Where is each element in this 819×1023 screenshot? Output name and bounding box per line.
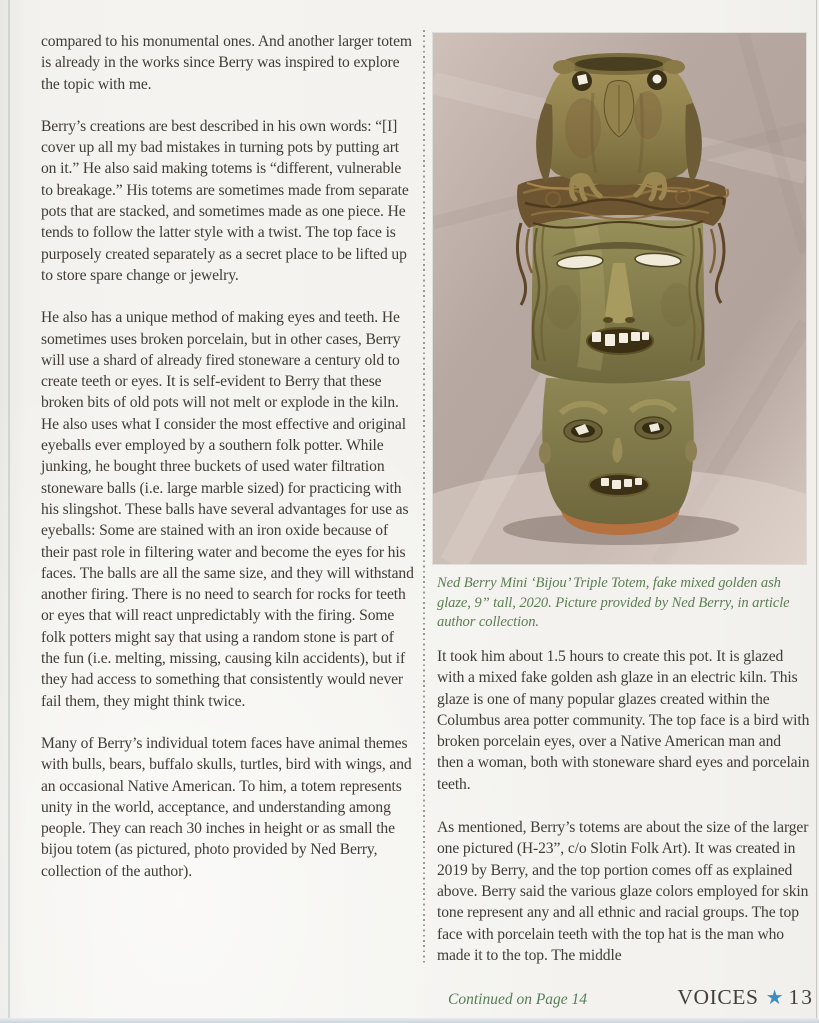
article-paragraph: compared to his monumental ones. And another larger totem is already in the works since Berry was inspired to explore the topic with me.: [41, 33, 412, 93]
star-icon: ★: [765, 987, 784, 1009]
column-divider-dotted: [423, 30, 425, 964]
article-right-column: [437, 646, 811, 988]
scan-bottom-edge: [0, 1018, 819, 1023]
totem-photo: [433, 33, 806, 564]
continued-on-page-notice: Continued on Page 14: [448, 991, 588, 1008]
magazine-footer: [677, 985, 814, 1010]
page-number: 13: [788, 985, 814, 1009]
scan-edge-left: [8, 0, 10, 1023]
article-paragraph: Berry’s creations are best described in his own words: “[I] cover up all my bad mistakes in turning pots by putting art on it.” He also said making totems is “different, vulnerable to breakage.” His totems are sometimes made from separate pots that are stacked, and sometimes made as one piece. He tends to follow the latter style with a twist. The top face is purposely created separately as a secret place to be lifted up to store spare change or jewelry.: [41, 117, 409, 284]
magazine-title: VOICES: [677, 985, 759, 1009]
scan-edge-right: [816, 0, 817, 1023]
photo-caption: Ned Berry Mini ‘Bijou’ Triple Totem, fake mixed golden ash glaze, 9” tall, 2020. Picture provided by Ned Berry, in article author collection.: [437, 575, 790, 630]
article-paragraph: Many of Berry’s individual totem faces have animal themes with bulls, bears, buffalo skulls, turtles, bird with wings, and an occasional Native American. To him, a totem represents unity in the world, acceptance, and understanding among people. They can reach 30 inches in height or as small the bijou totem (as pictured, photo provided by Ned Berry, collection of the author).: [41, 734, 412, 880]
totem-photo-illustration: [433, 33, 806, 564]
article-left-column: [41, 31, 414, 903]
article-paragraph: As mentioned, Berry’s totems are about the size of the larger one pictured (H-23”, c/o Slotin Folk Art). It was created in 2019 by Berry, and the top portion comes off as explained above. Berry said the various glaze colors employed for skin tone represent any and all ethnic and racial groups. The top face with porcelain teeth with the top hat is the man who made it to the top. The middle: [437, 819, 809, 964]
article-paragraph: It took him about 1.5 hours to create this pot. It is glazed with a mixed fake golden ash glaze in an electric kiln. This glaze is one of many popular glazes created within the Columbus area potter community. The top face is a bird with broken porcelain eyes, over a Native American man and then a woman, both with stoneware shard eyes and porcelain teeth.: [437, 648, 810, 793]
article-paragraph: He also has a unique method of making eyes and teeth. He sometimes uses broken porcelain, but in other cases, Berry will use a shard of already fired stoneware a century old to create teeth or eyes. It is self-evident to Berry that these broken bits of old pots will not melt or explode in the kiln. He also uses what I consider the most effective and original eyeballs ever employed by a southern folk potter. While junking, he bought three buckets of used water filtration stoneware balls (i.e. large marble sized) for practicing with his slingshot. These balls have several advantages for use as eyeballs: Some are stained with an iron oxide because of their past role in filtering water and become the eyes for his faces. The balls are all the same size, and they will withstand another firing. There is no need to search for rocks for teeth or eyes that will react unpredictably with the firing. Some folk potters might say that using a random stone is part of the fun (i.e. melting, missing, causing kiln accidents), but if they had access to something that consistently would never fail them, they might think twice.: [41, 309, 414, 710]
